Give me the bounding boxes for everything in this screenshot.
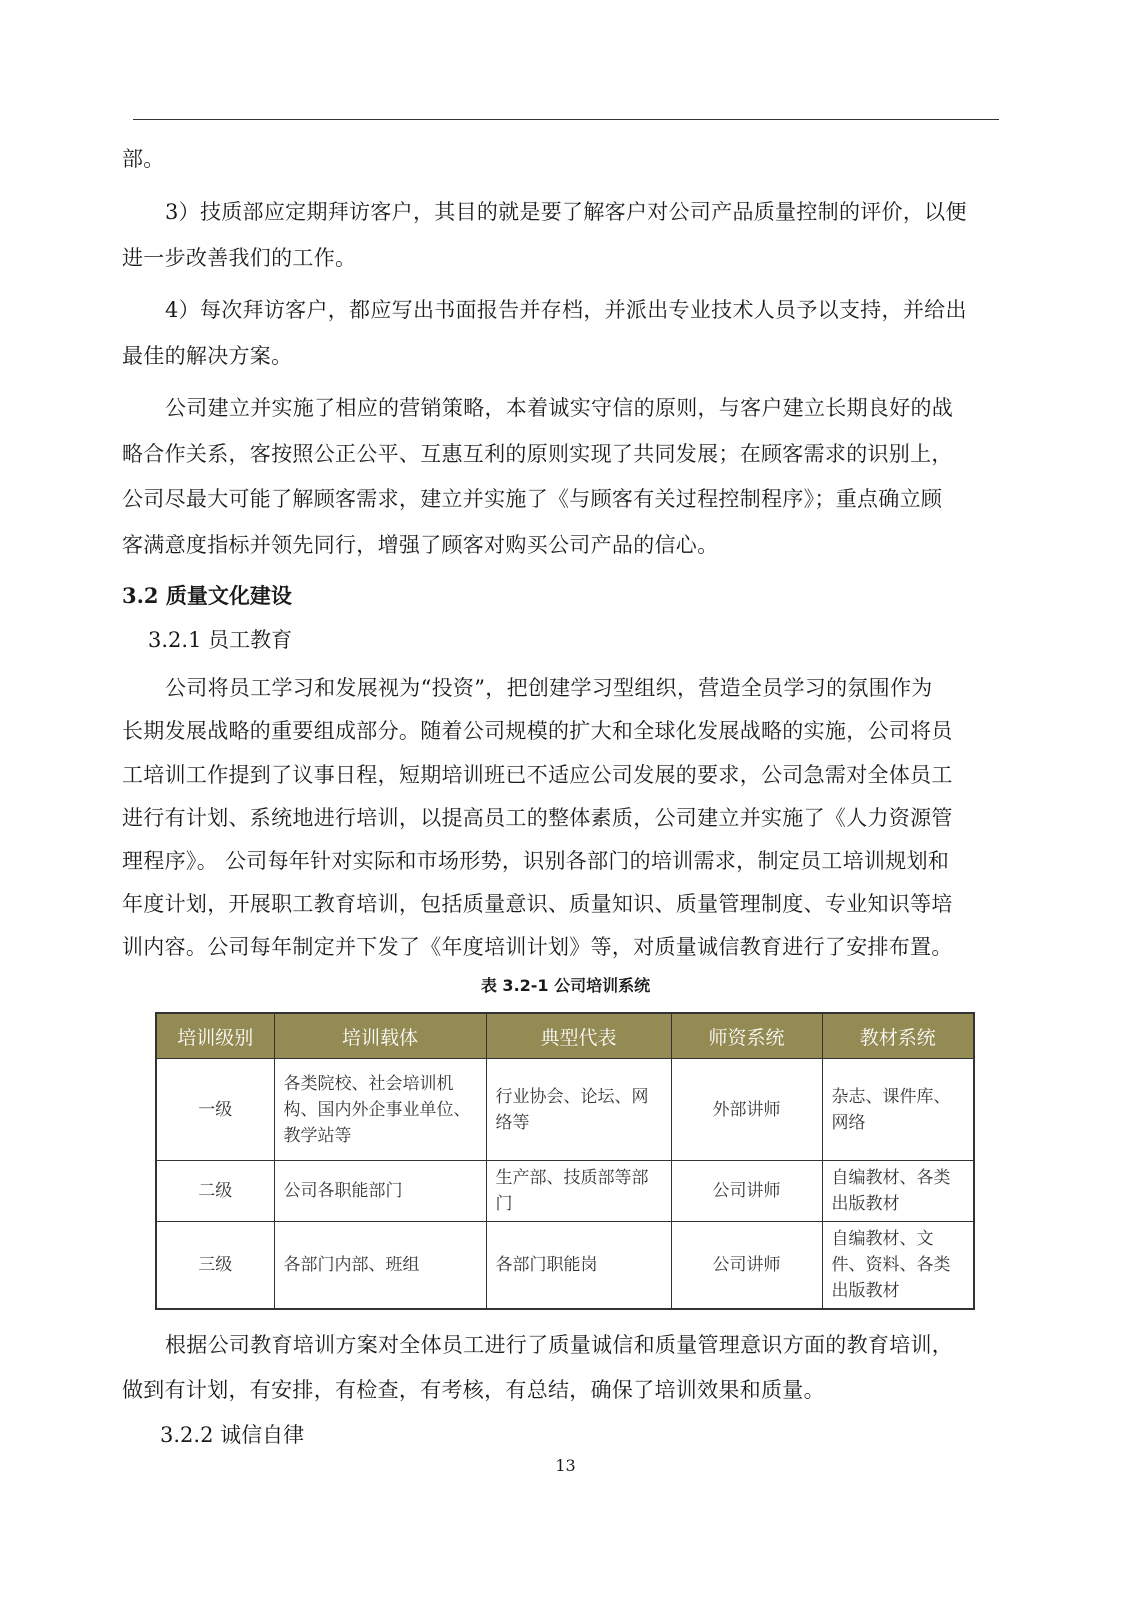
table-row xyxy=(156,1059,974,1161)
paragraph-line: 3）技质部应定期拜访客户，其目的就是要了解客户对公司产品质量控制的评价，以便 xyxy=(165,200,967,224)
table-cell: 二级 xyxy=(156,1161,274,1222)
paragraph-line: 客满意度指标并领先同行，增强了顾客对购买公司产品的信心。 xyxy=(122,533,719,557)
table-cell: 各部门职能岗 xyxy=(486,1222,671,1310)
paragraph-line: 年度计划，开展职工教育培训，包括质量意识、质量知识、质量管理制度、专业知识等培 xyxy=(122,892,953,916)
table-row xyxy=(156,1161,974,1222)
paragraph-line: 做到有计划，有安排，有检查，有考核，有总结，确保了培训效果和质量。 xyxy=(122,1378,825,1402)
paragraph-line: 部。 xyxy=(122,147,165,171)
table-cell: 三级 xyxy=(156,1222,274,1310)
paragraph-line: 进行有计划、系统地进行培训，以提高员工的整体素质，公司建立并实施了《人力资源管 xyxy=(122,806,953,830)
paragraph-line: 长期发展战略的重要组成部分。随着公司规模的扩大和全球化发展战略的实施，公司将员 xyxy=(122,719,953,743)
table-header-cell: 典型代表 xyxy=(486,1013,671,1059)
subsection-heading: 3.2.2 诚信自律 xyxy=(160,1423,305,1447)
table-cell: 外部讲师 xyxy=(671,1059,822,1161)
paragraph-line: 根据公司教育培训方案对全体员工进行了质量诚信和质量管理意识方面的教育培训， xyxy=(165,1333,954,1357)
header-rule xyxy=(133,119,999,120)
table-cell: 一级 xyxy=(156,1059,274,1161)
table-cell: 公司各职能部门 xyxy=(274,1161,486,1222)
page-number: 13 xyxy=(555,1456,576,1475)
paragraph-line: 公司尽最大可能了解顾客需求，建立并实施了《与顾客有关过程控制程序》；重点确立顾 xyxy=(122,487,943,511)
subsection-heading: 3.2.1 员工教育 xyxy=(148,628,293,652)
table-cell: 公司讲师 xyxy=(671,1161,822,1222)
paragraph-line: 工培训工作提到了议事日程，短期培训班已不适应公司发展的要求，公司急需对全体员工 xyxy=(122,763,953,787)
paragraph-line: 进一步改善我们的工作。 xyxy=(122,246,357,270)
section-heading: 3.2 质量文化建设 xyxy=(122,583,292,608)
table-header-cell: 师资系统 xyxy=(671,1013,822,1059)
table-cell: 各类院校、社会培训机构、国内外企事业单位、教学站等 xyxy=(274,1059,486,1161)
table-header-cell: 培训载体 xyxy=(274,1013,486,1059)
paragraph-line: 理程序》。 公司每年针对实际和市场形势，识别各部门的培训需求，制定员工培训规划和 xyxy=(122,849,950,873)
table-cell: 公司讲师 xyxy=(671,1222,822,1310)
table-header-cell: 培训级别 xyxy=(156,1013,274,1059)
table-cell: 自编教材、文件、资料、各类出版教材 xyxy=(822,1222,974,1310)
table-cell: 各部门内部、班组 xyxy=(274,1222,486,1310)
table-cell: 生产部、技质部等部门 xyxy=(486,1161,671,1222)
table-header-cell: 教材系统 xyxy=(822,1013,974,1059)
table-cell: 行业协会、论坛、网络等 xyxy=(486,1059,671,1161)
table-caption: 表 3.2-1 公司培训系统 xyxy=(480,976,651,995)
table-row xyxy=(156,1222,974,1310)
paragraph-line: 训内容。公司每年制定并下发了《年度培训计划》等，对质量诚信教育进行了安排布置。 xyxy=(122,935,953,959)
training-system-table xyxy=(155,1012,975,1310)
table-header-row xyxy=(156,1013,974,1059)
paragraph-line: 最佳的解决方案。 xyxy=(122,344,293,368)
paragraph-line: 略合作关系，客按照公正公平、互惠互利的原则实现了共同发展；在顾客需求的识别上， xyxy=(122,442,953,466)
table-cell: 杂志、课件库、网络 xyxy=(822,1059,974,1161)
paragraph-line: 4）每次拜访客户，都应写出书面报告并存档，并派出专业技术人员予以支持，并给出 xyxy=(165,298,967,322)
paragraph-line: 公司建立并实施了相应的营销策略，本着诚实守信的原则，与客户建立长期良好的战 xyxy=(165,396,954,420)
table-cell: 自编教材、各类出版教材 xyxy=(822,1161,974,1222)
paragraph-line: 公司将员工学习和发展视为“投资”，把创建学习型组织，营造全员学习的氛围作为 xyxy=(165,676,933,700)
